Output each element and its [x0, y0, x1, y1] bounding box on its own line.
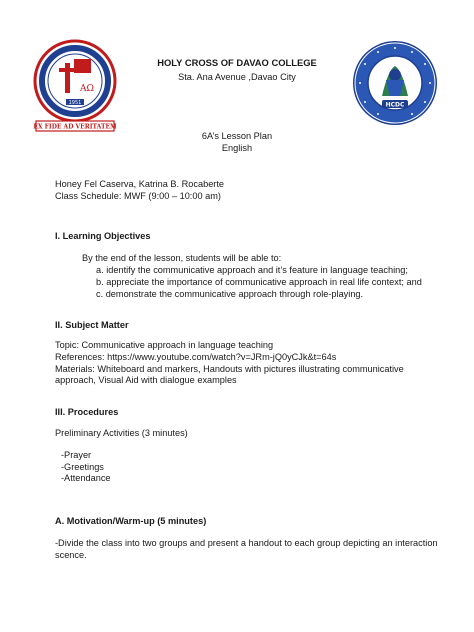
procedure-item: -Prayer	[61, 450, 92, 460]
objective-item: a. identify the communicative approach and it’s feature in language teaching;	[96, 265, 408, 275]
preliminary-activities: Preliminary Activities (3 minutes)	[55, 428, 188, 438]
lesson-plan-title: 6A’s Lesson Plan	[201, 131, 273, 141]
lesson-subject: English	[221, 143, 253, 153]
section-heading-subject-matter: II. Subject Matter	[55, 320, 129, 330]
references-line: References: https://www.youtube.com/watch?v=JRm-jQ0yCJk&t=64s	[55, 352, 337, 362]
motivation-instruction: -Divide the class into two groups and present a handout to each group depicting an interaction	[55, 538, 438, 548]
school-name: HOLY CROSS OF DAVAO COLLEGE	[157, 57, 317, 68]
procedure-item: -Greetings	[61, 462, 104, 472]
seal-year: 1951	[68, 100, 82, 106]
objective-item: c. demonstrate the communicative approach through role-playing.	[96, 289, 364, 299]
authors: Honey Fel Caserva, Katrina B. Rocaberte	[55, 179, 225, 189]
materials-line-continued: approach, Visual Aid with dialogue examples	[55, 375, 237, 385]
class-schedule: Class Schedule: MWF (9:00 – 10:00 am)	[55, 191, 221, 201]
section-heading-procedures: III. Procedures	[55, 407, 119, 417]
materials-line: Materials: Whiteboard and markers, Handouts with pictures illustrating communicative	[55, 364, 404, 374]
objective-item: b. appreciate the importance of communicative approach in real life context; and	[96, 277, 422, 287]
college-seal-logo	[30, 37, 120, 137]
topic-line: Topic: Communicative approach in language teaching	[55, 340, 274, 350]
section-heading-motivation: A. Motivation/Warm-up (5 minutes)	[55, 516, 207, 526]
procedure-item: -Attendance	[61, 473, 111, 483]
guild-abbr: HCDC	[385, 101, 405, 109]
objectives-intro: By the end of the lesson, students will be able to:	[82, 253, 282, 263]
guild-seal-logo	[352, 40, 438, 126]
school-address: Sta. Ana Avenue ,Davao City	[178, 72, 296, 82]
alpha-omega-glyphs: AΩ	[80, 84, 94, 94]
seal-motto-banner: EX FIDE AD VERITATEM	[33, 123, 117, 131]
section-heading-objectives: I. Learning Objectives	[55, 231, 151, 241]
motivation-instruction-continued: scence.	[55, 550, 87, 560]
